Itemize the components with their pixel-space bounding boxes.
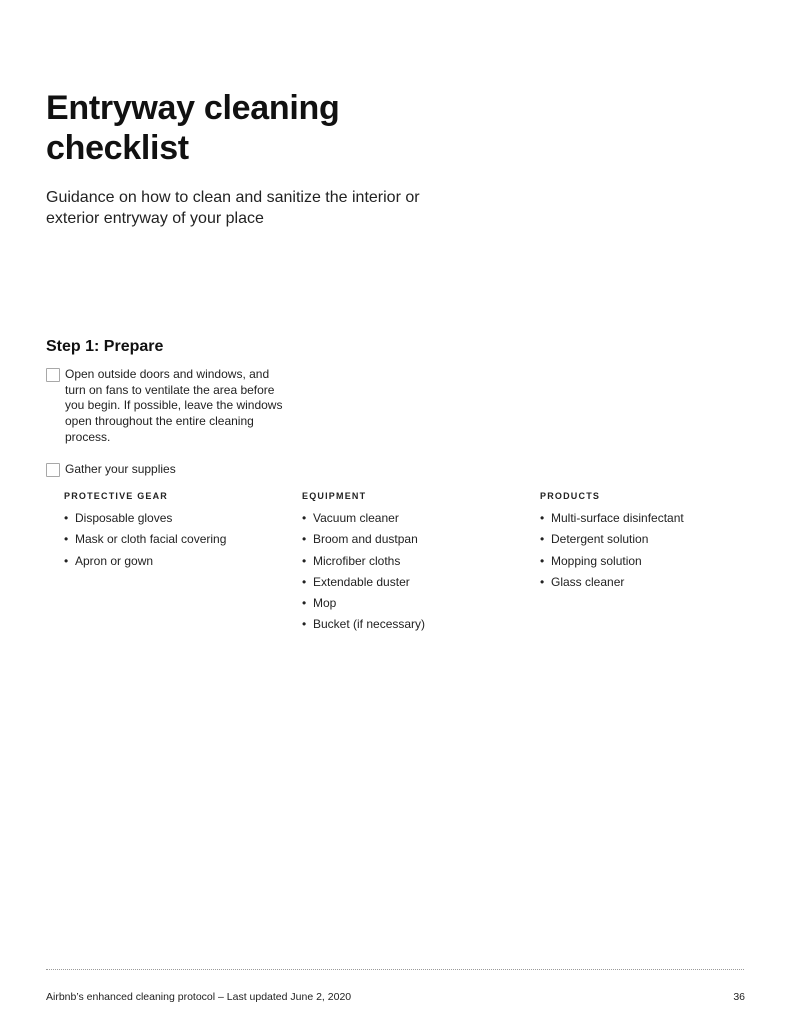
list-item-text: Vacuum cleaner (313, 511, 399, 525)
step-1-heading: Step 1: Prepare (46, 338, 164, 355)
list-item-text: Bucket (if necessary) (313, 617, 426, 632)
list-item (540, 511, 760, 532)
column-heading: PRODUCTS (540, 491, 601, 501)
checklist-item-ventilate[interactable] (46, 367, 286, 446)
list-item-text: Broom and dustpan (313, 532, 418, 547)
list-item (302, 532, 522, 553)
bullet-icon: • (64, 532, 69, 547)
bullet-icon: • (540, 574, 545, 589)
checklist-item-gather-supplies[interactable] (46, 462, 286, 478)
column-heading: PROTECTIVE GEAR (64, 491, 169, 501)
list-item-text: Mopping solution (551, 553, 642, 568)
list-item-text: Disposable gloves (75, 511, 173, 525)
checkbox[interactable] (46, 463, 60, 477)
list-item-text: Glass cleaner (551, 574, 625, 589)
bullet-icon: • (302, 532, 307, 547)
footer-text: Airbnb’s enhanced cleaning protocol – Last updated June 2, 2020 (46, 991, 352, 1003)
bullet-icon: • (302, 553, 307, 568)
list-item-text: Extendable duster (313, 574, 410, 589)
supply-list (302, 511, 522, 639)
supply-list (64, 511, 284, 575)
bullet-icon: • (540, 532, 545, 547)
bullet-icon: • (540, 553, 545, 568)
list-item (302, 511, 522, 532)
list-item (64, 554, 284, 575)
supplies-column-products (540, 491, 760, 596)
page-subtitle: Guidance on how to clean and sanitize the interior or exterior entryway of your place (46, 189, 420, 227)
list-item (302, 554, 522, 575)
supplies-column-protective-gear (64, 491, 284, 575)
bullet-icon: • (64, 553, 69, 568)
list-item-text: Microfiber cloths (313, 553, 401, 568)
checklist-item-text: Open outside doors and windows, and turn on fans to ventilate the area before you begin. If possible, leave the windows open throughout the entire cleaning process. (65, 367, 283, 444)
bullet-icon: • (540, 511, 545, 525)
page-title: Entryway cleaning checklist (46, 89, 340, 167)
list-item (302, 617, 522, 638)
list-item-text: Mask or cloth facial covering (75, 532, 227, 547)
checklist-item-text: Gather your supplies (65, 462, 176, 476)
list-item-text: Detergent solution (551, 532, 649, 547)
list-item-text: Apron or gown (75, 553, 154, 568)
bullet-icon: • (64, 511, 69, 525)
list-item-text: Mop (313, 596, 337, 611)
bullet-icon: • (302, 511, 307, 525)
list-item (540, 532, 760, 553)
list-item-text: Multi-surface disinfectant (551, 511, 684, 525)
column-heading: EQUIPMENT (302, 491, 367, 501)
supply-list (540, 511, 760, 596)
list-item (64, 511, 284, 532)
supplies-column-equipment (302, 491, 522, 639)
list-item (540, 575, 760, 596)
list-item (302, 575, 522, 596)
bullet-icon: • (302, 596, 307, 611)
bullet-icon: • (302, 617, 307, 632)
list-item (302, 596, 522, 617)
page-number: 36 (733, 991, 745, 1003)
list-item (540, 554, 760, 575)
checkbox[interactable] (46, 368, 60, 382)
footer-divider (46, 969, 744, 970)
list-item (64, 532, 284, 553)
bullet-icon: • (302, 574, 307, 589)
